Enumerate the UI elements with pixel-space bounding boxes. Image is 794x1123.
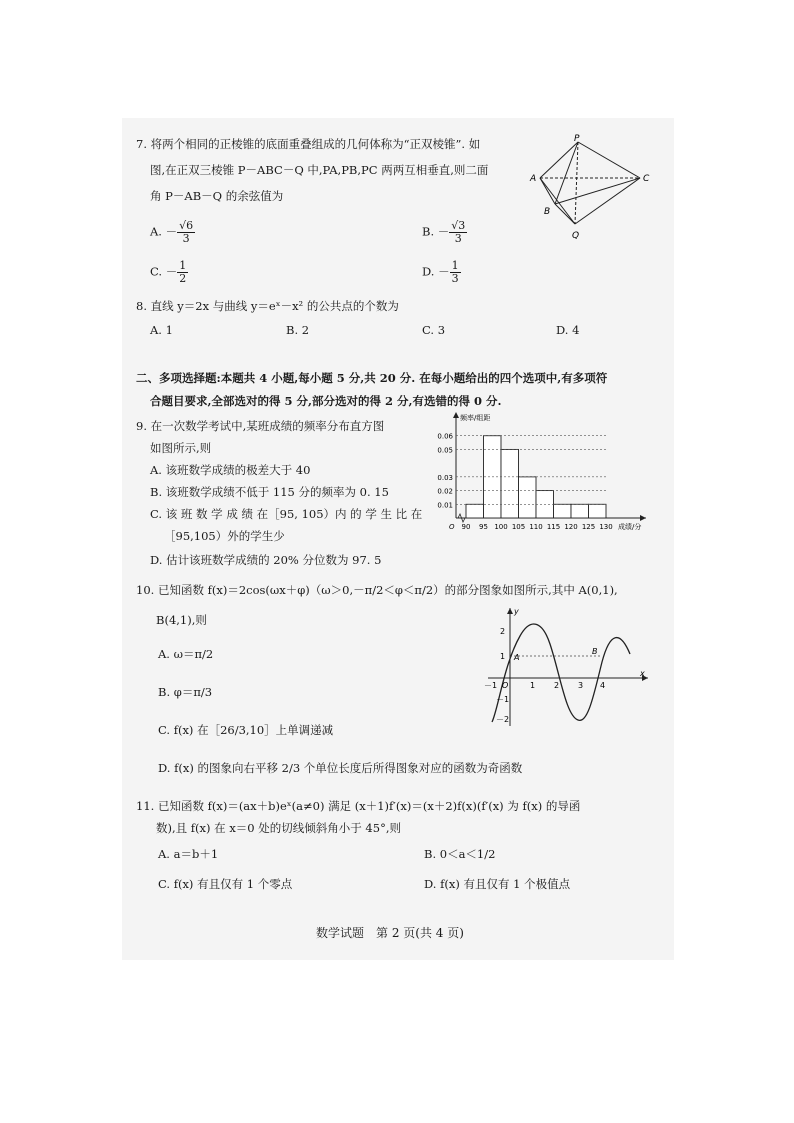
q9-line-1: 9. 在一次数学考试中,某班成绩的频率分布直方图 [136, 419, 385, 433]
section2-header [136, 370, 607, 386]
q8-option-c: C. 3 [422, 323, 446, 337]
x-tick-label: 100 [494, 523, 508, 531]
x-tick-label: 120 [564, 523, 578, 531]
y-axis-arrow [453, 412, 459, 418]
axis-y-label: y [514, 607, 519, 616]
x-tick-label: 95 [479, 523, 488, 531]
x-tick-4: 4 [600, 681, 606, 690]
y-tick-label: 0.02 [437, 487, 453, 496]
x-tick-label: 115 [546, 523, 561, 531]
histogram-bar [589, 504, 607, 518]
origin-label: O [502, 681, 509, 690]
q11-line-1: 11. 已知函数 f(x)＝(ax＋b)eˣ(a≠0) 满足 (x＋1)f′(x)＝(x＋2)f(x)(f′(x) 为 f(x) 的导函 [136, 799, 581, 813]
q9-option-b: B. 该班数学成绩不低于 115 分的频率为 0. 15 [150, 485, 389, 499]
axis-x-label: x [640, 669, 645, 678]
q11-option-a: A. a＝b＋1 [158, 847, 219, 861]
y-tick-label: 0.05 [437, 446, 453, 455]
q7-line-1: 7. 将两个相同的正棱锥的底面重叠组成的几何体称为“正双棱锥”. 如 [136, 137, 481, 151]
q7-option-d: D. － $\frac{1}{3}$ [422, 259, 459, 285]
x-tick-label: 130 [599, 523, 613, 531]
q7-option-a: A. － $\frac{√6}{3}$ [150, 219, 194, 245]
point-A-label: A [514, 653, 520, 662]
q10-option-b: B. φ＝π/3 [158, 685, 213, 699]
q7-bipyramid-figure [520, 132, 660, 244]
q8-option-b: B. 2 [286, 323, 310, 337]
q10-option-a: A. ω＝π/2 [158, 647, 214, 661]
x-tick-neg1: －1 [484, 681, 498, 690]
x-tick-1: 1 [530, 681, 536, 690]
q10-option-c: C. f(x) 在［26/3,10］上单调递减 [158, 723, 334, 737]
histogram-bar [466, 504, 484, 518]
q9-option-c: C. 该 班 数 学 成 绩 在［95, 105）内 的 学 生 比 在 [150, 507, 423, 521]
origin-label: O [449, 523, 455, 531]
label-A: A [530, 174, 537, 184]
q10-line-1: 10. 已知函数 f(x)＝2cos(ωx＋φ)（ω＞0,－π/2＜φ＜π/2）的部分图象如图所示,其中 A(0,1), [136, 583, 618, 597]
section2-title: 二、多项选择题: [136, 371, 221, 385]
q9-option-c-cont: ［95,105）外的学生少 [164, 529, 285, 543]
y-tick-2: 2 [500, 627, 506, 636]
q7-line-2: 图,在正双三棱锥 P－ABC－Q 中,PA,PB,PC 两两互相垂直,则二面 [150, 163, 489, 177]
q9-option-a: A. 该班数学成绩的极差大于 40 [150, 463, 311, 477]
q11-option-d: D. f(x) 有且仅有 1 个极值点 [424, 877, 571, 891]
x-axis-label: 成绩/分 [618, 523, 642, 531]
q7-option-c: C. － $\frac{1}{2}$ [150, 259, 187, 285]
x-tick-3: 3 [578, 681, 584, 690]
x-axis-arrow [640, 515, 646, 521]
label-Q: Q [572, 231, 580, 241]
q8-option-d: D. 4 [556, 323, 580, 337]
label-P: P [574, 134, 580, 144]
histogram-bar [571, 504, 589, 518]
q7-line-3: 角 P－AB－Q 的余弦值为 [150, 189, 284, 203]
y-tick-neg2: －2 [496, 715, 510, 724]
q10-line-2: B(4,1),则 [156, 613, 207, 627]
q8-option-a: A. 1 [150, 323, 173, 337]
x-tick-label: 110 [529, 523, 543, 531]
y-tick-label: 0.03 [437, 473, 453, 482]
x-tick-label: 105 [511, 523, 526, 531]
x-tick-2: 2 [554, 681, 560, 690]
frequency-histogram [424, 410, 664, 540]
histogram-bar [519, 477, 537, 518]
label-B: B [544, 207, 551, 217]
y-tick-1: 1 [500, 652, 506, 661]
histogram-bar [554, 504, 572, 518]
q10-option-d: D. f(x) 的图象向右平移 2/3 个单位长度后所得图象对应的函数为奇函数 [158, 761, 523, 775]
q9-option-d: D. 估计该班数学成绩的 20% 分位数为 97. 5 [150, 553, 382, 567]
page-footer: 数学试题 第 2 页(共 4 页) [316, 926, 464, 940]
q11-line-2: 数),且 f(x) 在 x＝0 处的切线倾斜角小于 45°,则 [156, 821, 401, 835]
cosine-graph [484, 604, 654, 732]
x-tick-label: 125 [581, 523, 596, 531]
histogram-bar [501, 449, 519, 518]
y-tick-neg1: －1 [496, 695, 510, 704]
q8-stem: 8. 直线 y＝2x 与曲线 y＝eˣ－x² 的公共点的个数为 [136, 299, 399, 313]
x-tick-label: 90 [461, 523, 471, 531]
y-axis-label: 频率/组距 [460, 414, 491, 422]
q11-option-c: C. f(x) 有且仅有 1 个零点 [158, 877, 293, 891]
point-B-label: B [592, 647, 598, 656]
y-tick-label: 0.06 [437, 432, 453, 441]
label-C: C [643, 174, 650, 184]
q11-option-b: B. 0＜a＜1/2 [424, 847, 496, 861]
section2-line-2: 合题目要求,全部选对的得 5 分,部分选对的得 2 分,有选错的得 0 分. [150, 394, 502, 408]
section2-line-1: 本题共 4 小题,每小题 5 分,共 20 分. 在每小题给出的四个选项中,有多项符 [220, 371, 608, 385]
q9-line-2: 如图所示,则 [150, 441, 212, 455]
q7-option-b: B. － $\frac{√3}{3}$ [422, 219, 466, 245]
y-tick-label: 0.01 [437, 501, 453, 510]
